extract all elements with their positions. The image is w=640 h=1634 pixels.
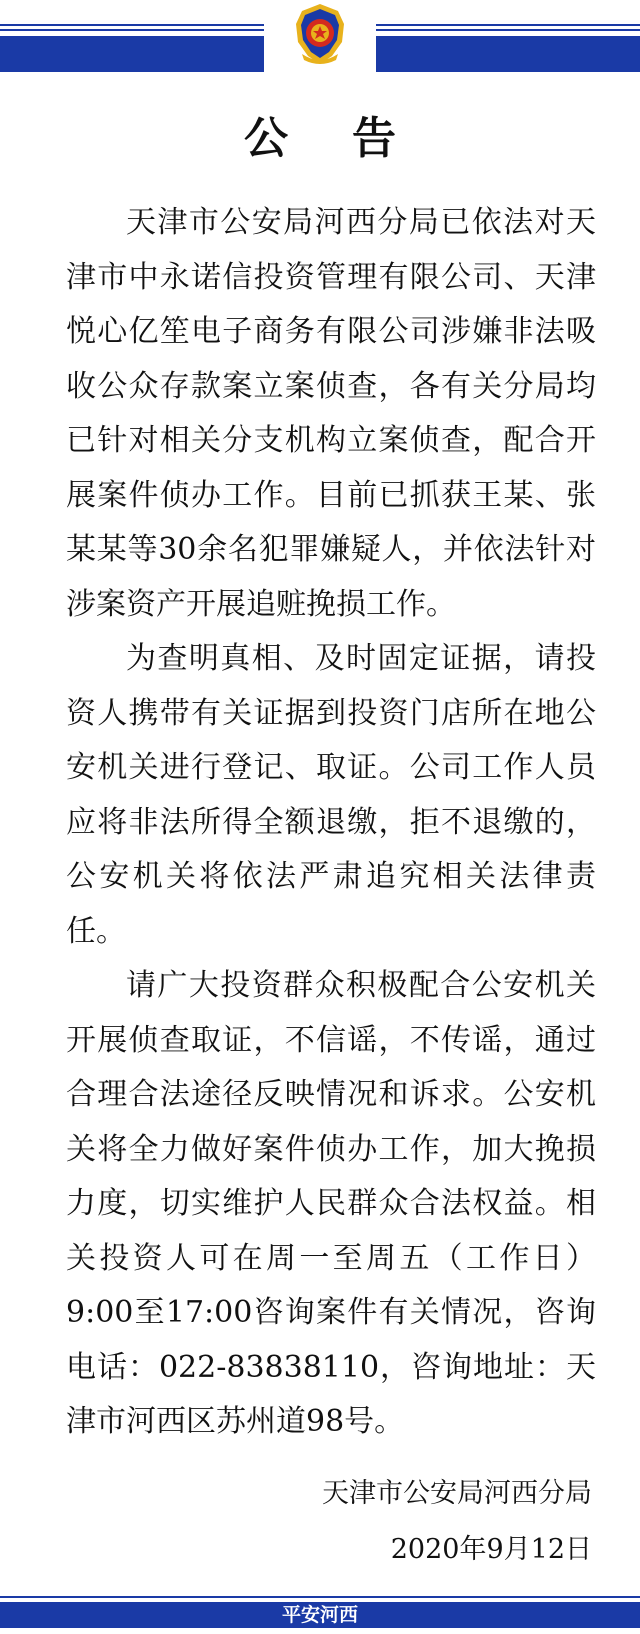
notice-body: [66, 196, 596, 1450]
header-banner: [0, 0, 640, 72]
signature-block: [322, 1466, 592, 1578]
footer-line: [0, 1596, 640, 1598]
footer-label: 平安河西: [281, 1604, 358, 1626]
notice-paragraph: 为查明真相、及时固定证据，请投资人携带有关证据到投资门店所在地公安机关进行登记、取证。公司工作人员应将非法所得全额退缴，拒不退缴的，公安机关将依法严肃追究相关法律责任。: [66, 641, 596, 949]
notice-title: 公告: [244, 113, 460, 164]
signature-date: 2020年9月12日: [390, 1534, 592, 1565]
notice-paragraph: 请广大投资群众积极配合公安机关开展侦查取证，不信谣，不传谣，通过合理合法途径反映情况和诉求。公安机关将全力做好案件侦办工作，加大挽损力度，切实维护人民群众合法权益。相关投资人可在周一至周五（工作日）9:00至17:00咨询案件有关情况，咨询电话：022-83838110，咨询地址：天津市河西区苏州道98号。: [66, 968, 596, 1439]
signature-agency: 天津市公安局河西分局: [322, 1478, 592, 1509]
notice-paragraph: 天津市公安局河西分局已依法对天津市中永诺信投资管理有限公司、天津悦心亿笙电子商务有限公司涉嫌非法吸收公众存款案立案侦查，各有关分局均已针对相关分支机构立案侦查，配合开展案件侦办工作。目前已抓获王某、张某某等30余名犯罪嫌疑人，并依法针对涉案资产开展追赃挽损工作。: [66, 205, 596, 622]
police-emblem-icon: [292, 2, 348, 66]
footer-banner: [0, 1590, 640, 1634]
